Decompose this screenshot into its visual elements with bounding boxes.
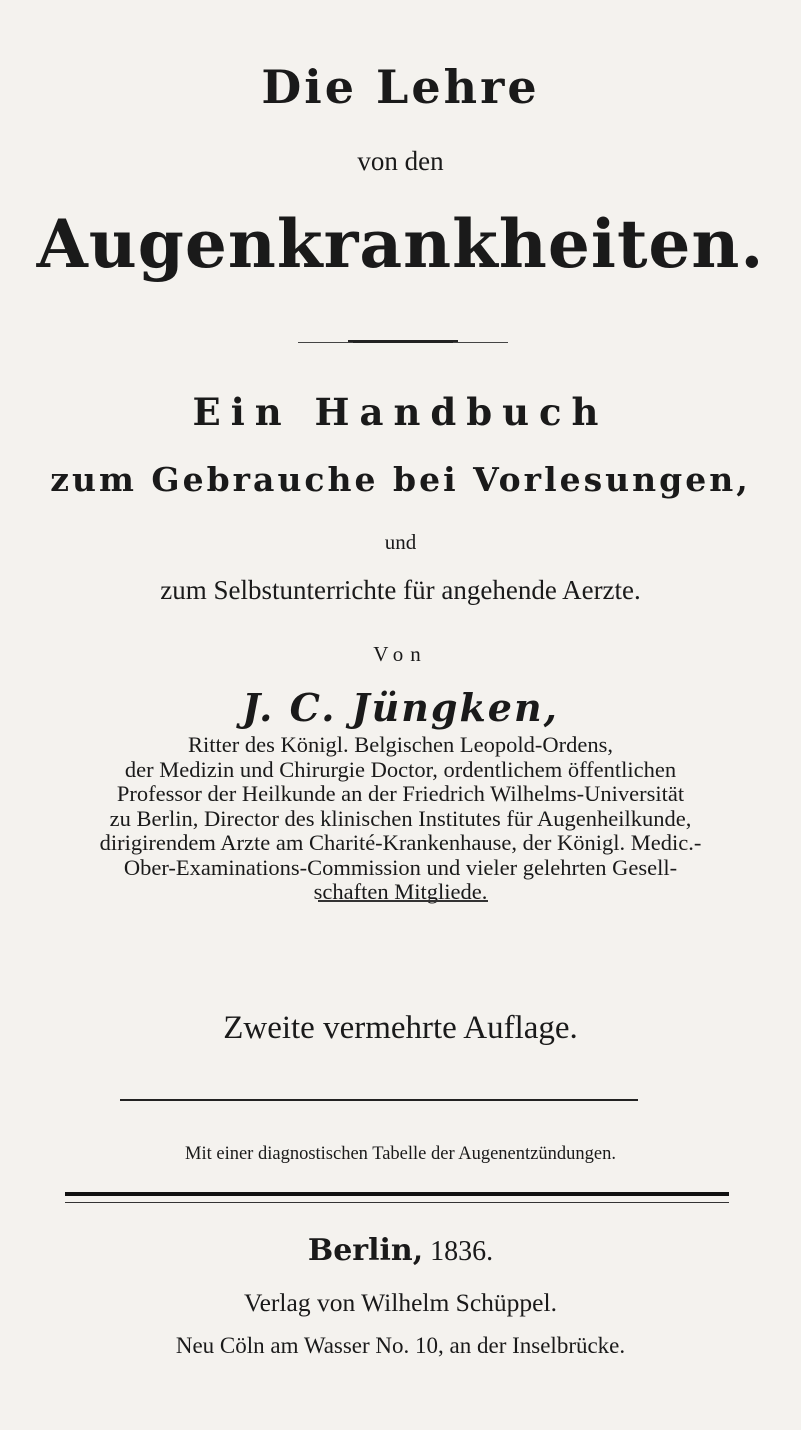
title-line-1: Die Lehre xyxy=(261,60,540,114)
title-line-2: Augenkrankheiten. xyxy=(36,205,765,283)
supplement-note: Mit einer diagnostischen Tabelle der Augenentzündungen. xyxy=(185,1144,616,1164)
author-intro: Von xyxy=(373,642,428,666)
ornamental-rule xyxy=(348,340,458,343)
imprint-city: Berlin, xyxy=(307,1233,424,1268)
author-name: J. C. Jüngken, xyxy=(242,685,559,730)
imprint-address: Neu Cöln am Wasser No. 10, an der Inselbrücke. xyxy=(175,1333,626,1358)
author-description xyxy=(0,733,801,905)
imprint-year: 1836. xyxy=(430,1236,494,1267)
imprint-publisher: Verlag von Wilhelm Schüppel. xyxy=(244,1288,557,1317)
author-description-line: dirigirendem Arzte am Charité-Krankenhause, der Königl. Medic.- xyxy=(99,830,702,855)
subtitle: Ein Handbuch xyxy=(192,390,609,434)
author-description-line: schaften Mitgliede. xyxy=(313,879,488,904)
purpose-line-2: zum Selbstunterrichte für angehende Aerzte. xyxy=(160,575,641,605)
double-rule xyxy=(65,1192,729,1203)
title-connector: von den xyxy=(357,146,444,176)
purpose-connector: und xyxy=(384,530,417,554)
author-description-line: Professor der Heilkunde an der Friedrich Wilhelms-Universität xyxy=(116,781,685,806)
imprint-place-year xyxy=(0,1233,801,1268)
author-description-line: der Medizin und Chirurgie Doctor, ordentlichem öffentlichen xyxy=(124,756,677,782)
author-description-line: Ober-Examinations-Commission und vieler gelehrten Gesell- xyxy=(123,854,678,880)
edition: Zweite vermehrte Auflage. xyxy=(223,1010,578,1046)
purpose-line-1: zum Gebrauche bei Vorlesungen, xyxy=(50,460,751,499)
divider-rule-long xyxy=(120,1099,638,1101)
divider-rule xyxy=(318,900,488,902)
author-description-line: Ritter des Königl. Belgischen Leopold-Ordens, xyxy=(188,732,613,757)
author-description-line: zu Berlin, Director des klinischen Institutes für Augenheilkunde, xyxy=(109,805,692,831)
